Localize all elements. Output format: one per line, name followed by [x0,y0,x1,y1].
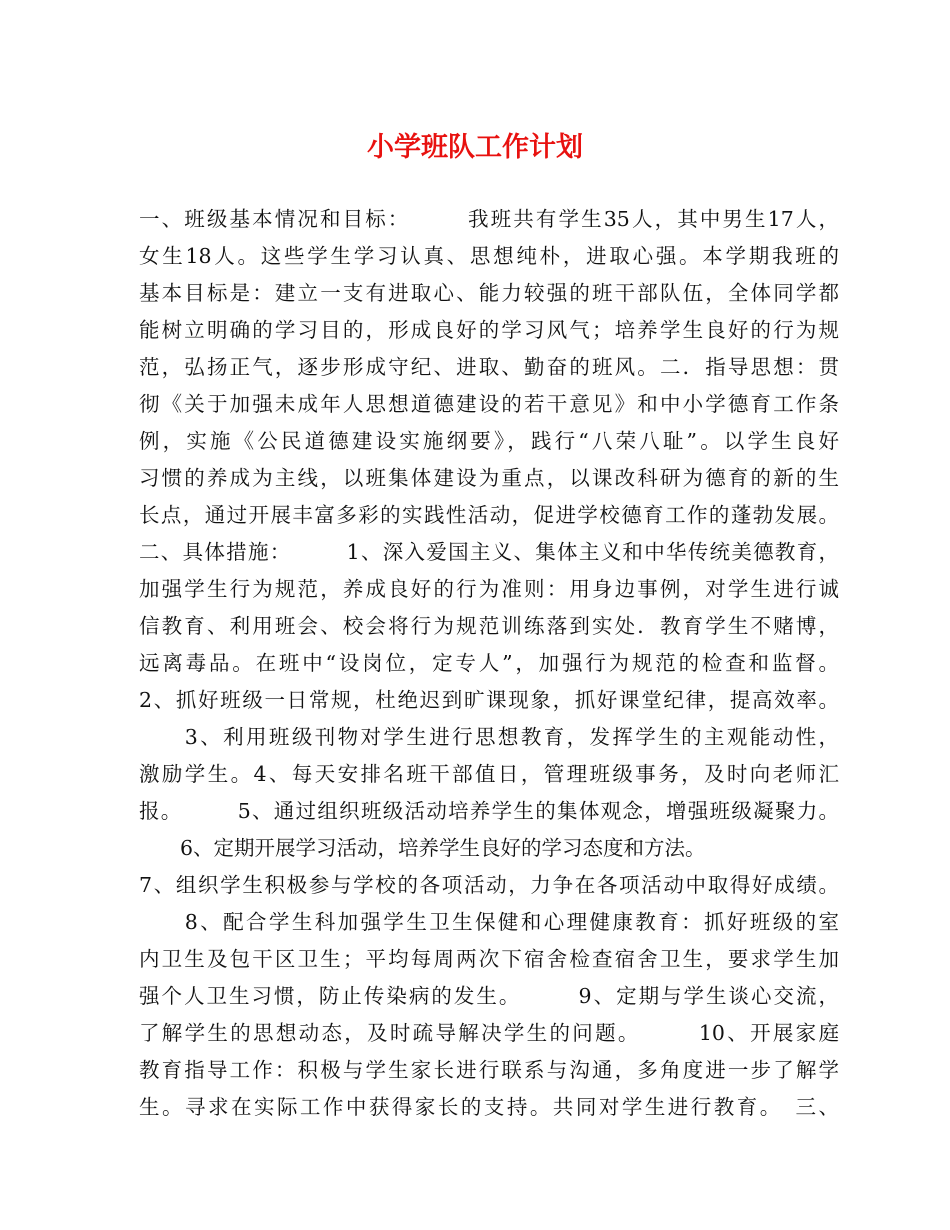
body-line: 信教育、利用班会、校会将行为规范训练落到实处．教育学生不赌博， [139,614,839,638]
body-line: 2、抓好班级一日常规，杜绝迟到旷课现象，抓好课堂纪律，提高效率。 [139,688,839,712]
document-body [139,201,839,1126]
body-line: 7、组织学生积极参与学校的各项活动，力争在各项活动中取得好成绩。 [139,873,839,897]
body-line: 习惯的养成为主线，以班集体建设为重点，以课改科研为德育的新的生 [139,466,839,490]
body-line: 6、定期开展学习活动，培养学生良好的学习态度和方法。 [139,836,706,860]
body-line: 生。寻求在实际工作中获得家长的支持。共同对学生进行教育。 三、 [139,1095,839,1119]
body-line: 例，实施《公民道德建设实施纲要》，践行“八荣八耻”。以学生良好 [139,429,839,453]
body-line: 远离毒品。在班中“设岗位，定专人”，加强行为规范的检查和监督。 [139,651,839,675]
body-line: 能树立明确的学习目的，形成良好的学习风气；培养学生良好的行为规 [139,318,839,342]
body-line: 内卫生及包干区卫生；平均每周两次下宿舍检查宿舍卫生，要求学生加 [139,947,839,971]
body-line: 加强学生行为规范，养成良好的行为准则：用身边事例，对学生进行诚 [139,577,839,601]
body-line: 长点，通过开展丰富多彩的实践性活动，促进学校德育工作的蓬勃发展。 [139,503,839,527]
body-line: 彻《关于加强未成年人思想道德建设的若干意见》和中小学德育工作条 [139,392,839,416]
document-title: 小学班队工作计划 [367,132,583,163]
body-line: 了解学生的思想动态，及时疏导解决学生的问题。 10、开展家庭 [139,1021,839,1045]
body-line: 女生18人。这些学生学习认真、思想纯朴，进取心强。本学期我班的 [139,244,839,268]
body-line: 一、班级基本情况和目标： 我班共有学生35人，其中男生17人， [139,207,839,231]
body-line: 报。 5、通过组织班级活动培养学生的集体观念，增强班级凝聚力。 [139,799,839,823]
body-line: 教育指导工作：积极与学生家长进行联系与沟通，多角度进一步了解学 [139,1058,839,1082]
body-line: 范，弘扬正气，逐步形成守纪、进取、勤奋的班风。二．指导思想：贯 [139,355,839,379]
body-line: 8、配合学生科加强学生卫生保健和心理健康教育：抓好班级的室 [139,910,839,934]
body-line: 强个人卫生习惯，防止传染病的发生。 9、定期与学生谈心交流， [139,984,839,1008]
body-line: 基本目标是：建立一支有进取心、能力较强的班干部队伍，全体同学都 [139,281,839,305]
body-line: 3、利用班级刊物对学生进行思想教育，发挥学生的主观能动性， [139,725,839,749]
body-line: 二、具体措施： 1、深入爱国主义、集体主义和中华传统美德教育， [139,540,839,564]
body-line: 激励学生。4、每天安排名班干部值日，管理班级事务，及时向老师汇 [139,762,839,786]
